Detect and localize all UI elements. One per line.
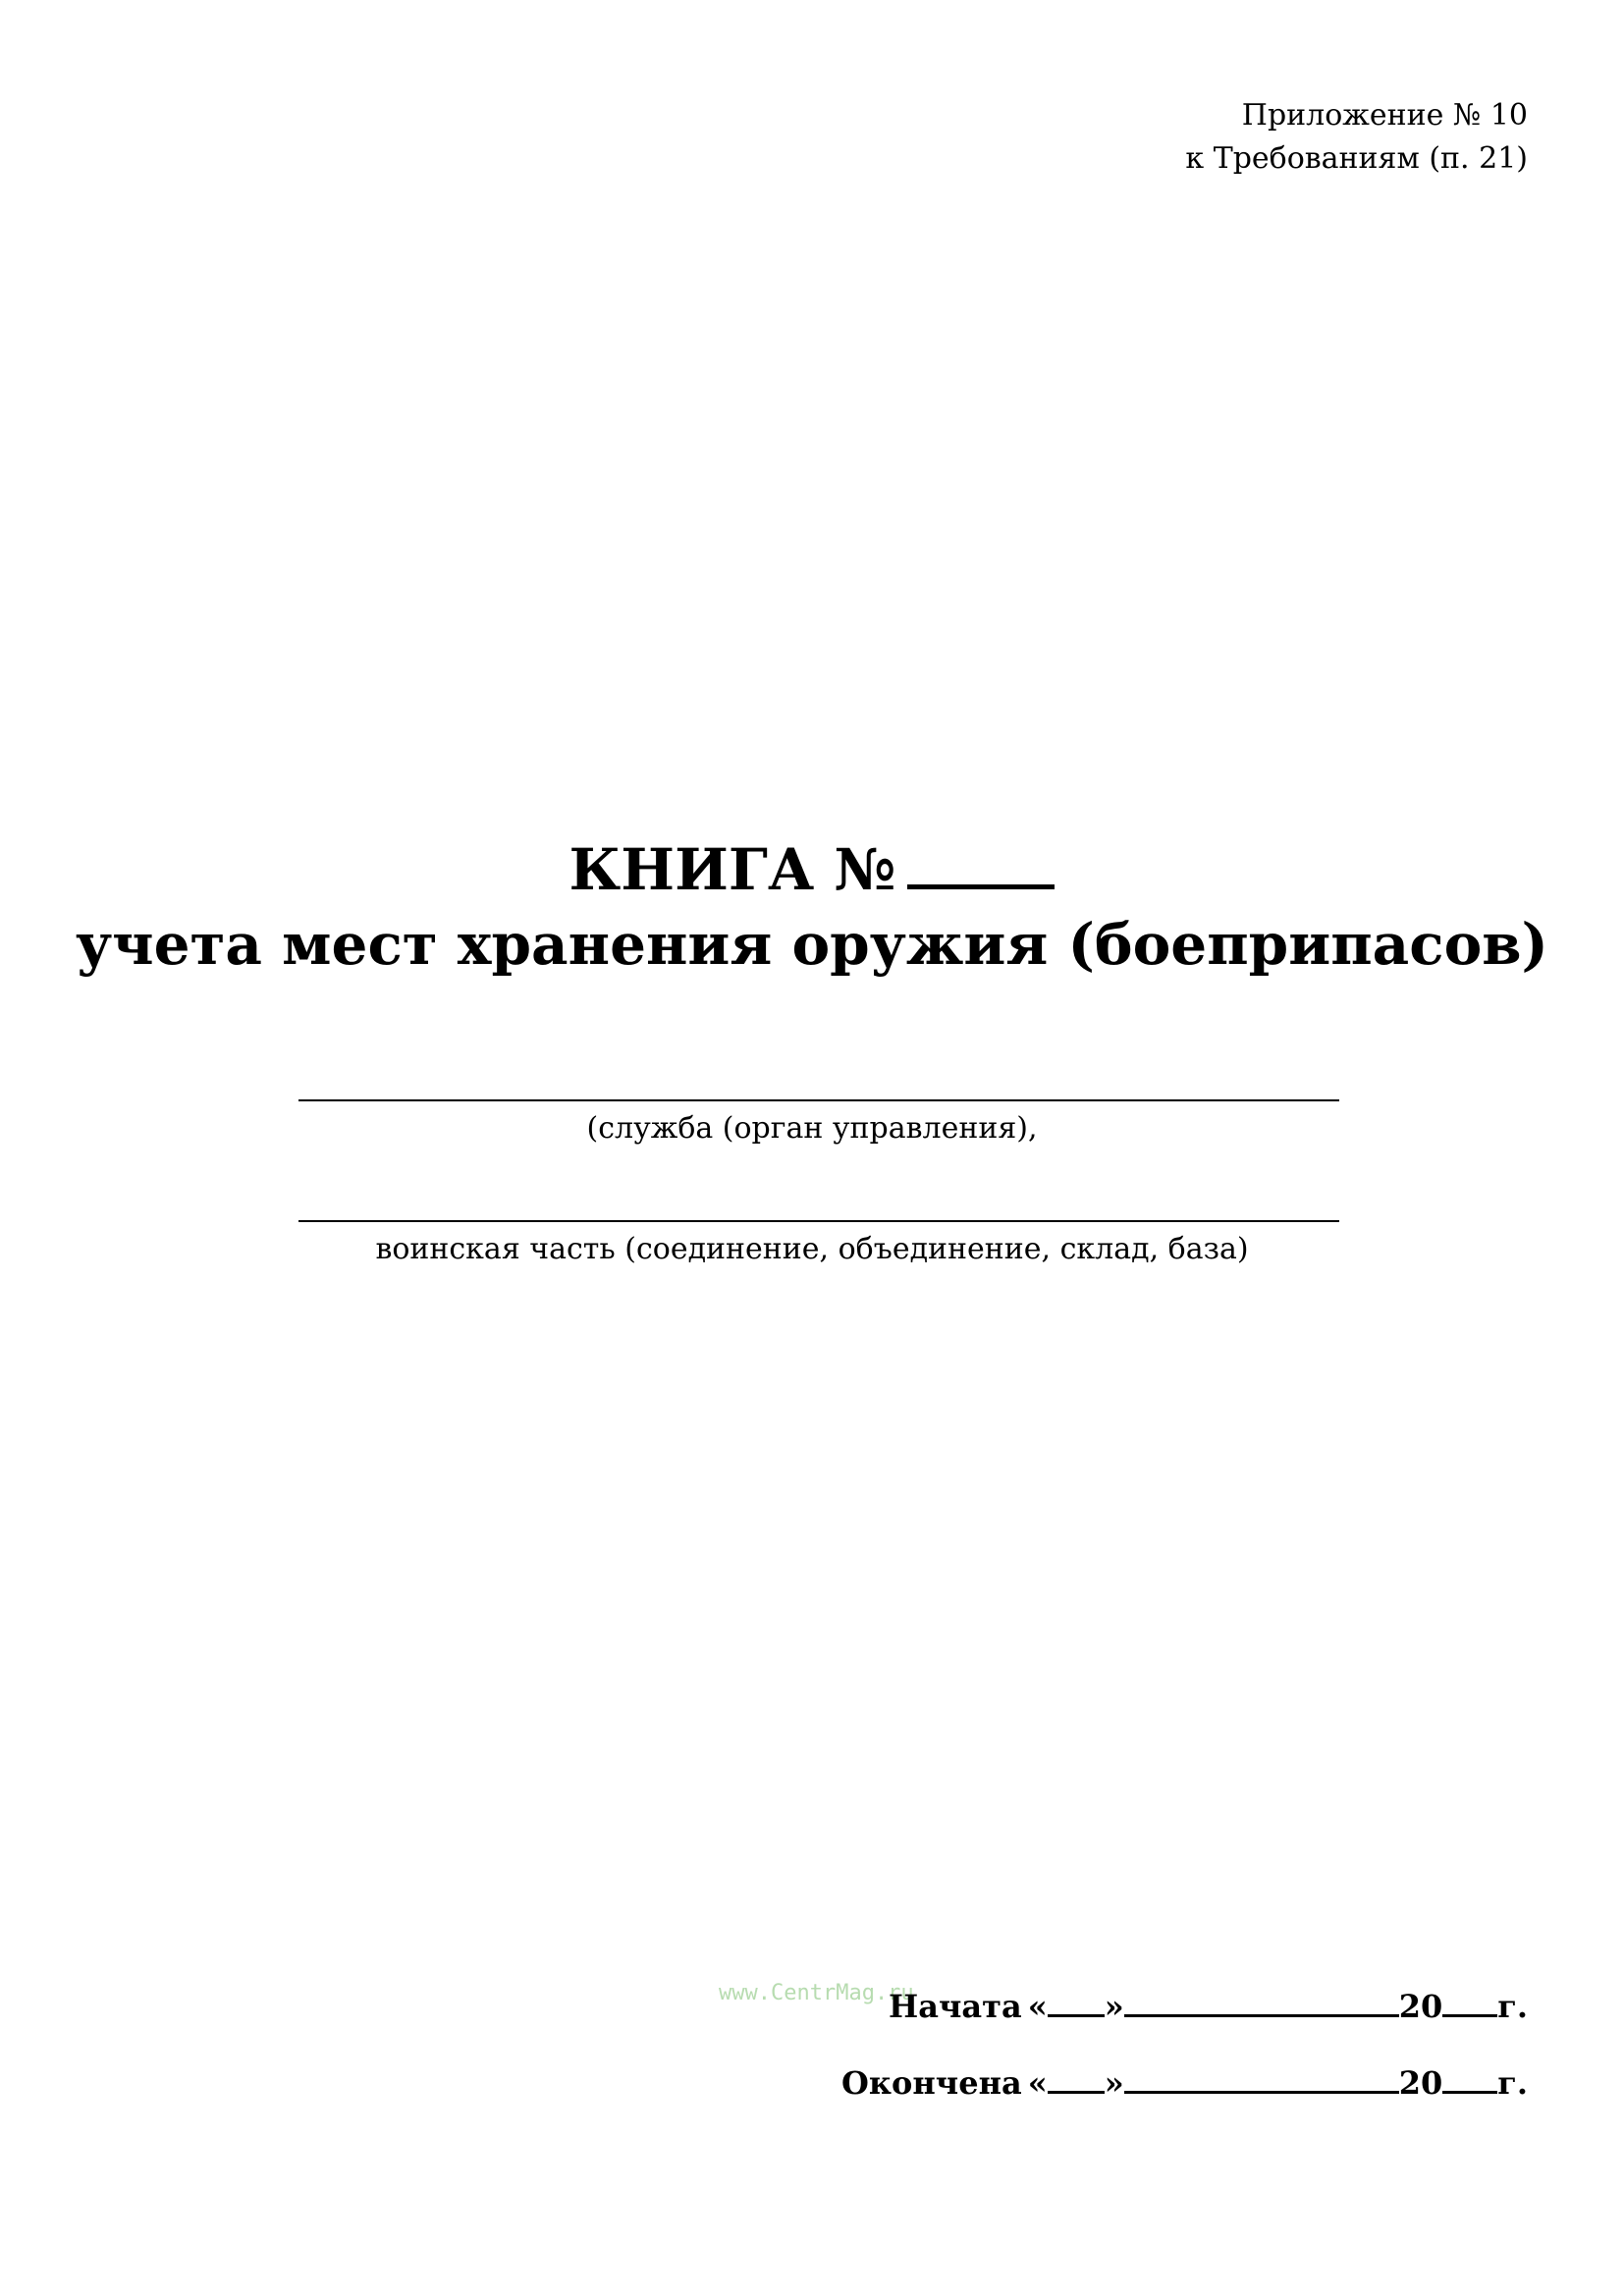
ended-month-blank[interactable] xyxy=(1124,2065,1399,2094)
year-suffix: г. xyxy=(1497,2064,1528,2102)
year-suffix: г. xyxy=(1497,1988,1528,2025)
service-caption: (служба (орган управления), xyxy=(586,1111,1038,1146)
appendix-number: Приложение № 10 xyxy=(1241,98,1528,133)
close-quote: » xyxy=(1104,1988,1124,2025)
started-label: Начата xyxy=(889,1988,1022,2025)
appendix-requirements: к Требованиям (п. 21) xyxy=(1185,141,1528,176)
service-fill-line[interactable] xyxy=(298,1099,1339,1101)
book-number-label: КНИГА № xyxy=(568,836,896,903)
open-quote: « xyxy=(1027,2064,1048,2102)
century-text: 20 xyxy=(1398,1988,1443,2025)
book-number-line xyxy=(0,834,1624,905)
watermark: www.CentrMag.ru xyxy=(719,1981,914,2005)
appendix-reference xyxy=(1185,94,1528,181)
close-quote: » xyxy=(1104,2064,1124,2102)
ended-label: Окончена xyxy=(841,2064,1022,2102)
unit-fill-line[interactable] xyxy=(298,1220,1339,1222)
started-day-blank[interactable] xyxy=(1048,1989,1105,2017)
unit-caption: воинская часть (соединение, объединение, склад, база) xyxy=(375,1232,1249,1266)
document-title xyxy=(0,834,1624,984)
started-year-blank[interactable] xyxy=(1442,1989,1497,2017)
book-subject: учета мест хранения оружия (боеприпасов) xyxy=(75,911,1548,978)
started-date-row xyxy=(889,1987,1528,2026)
century-text: 20 xyxy=(1398,2064,1443,2102)
open-quote: « xyxy=(1027,1988,1048,2025)
ended-year-blank[interactable] xyxy=(1442,2065,1497,2094)
ended-date-row xyxy=(841,2063,1528,2103)
book-number-blank[interactable] xyxy=(907,839,1055,889)
started-month-blank[interactable] xyxy=(1124,1989,1399,2017)
ended-day-blank[interactable] xyxy=(1048,2065,1105,2094)
